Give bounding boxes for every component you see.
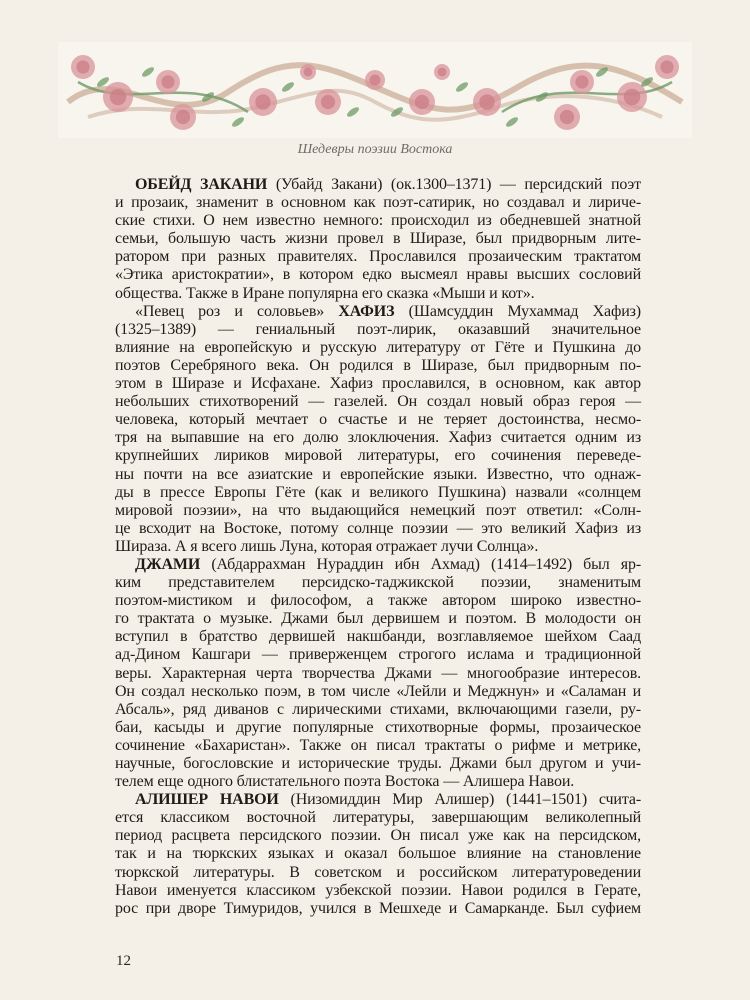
poet-name: ОБЕЙД ЗАКАНИ bbox=[135, 176, 268, 193]
rose-center bbox=[575, 75, 588, 88]
text-line: тюркской литературы. В советском и российском литературоведении bbox=[115, 863, 641, 881]
text-line: веры. Характерная черта творчества Джами — многообразие интересов. bbox=[115, 664, 641, 682]
text-line: го трактата о музыке. Джами был дервишем и поэтом. В молодости он bbox=[115, 610, 641, 628]
text-line: общества. Также в Иране популярна его сказка «Мыши и кот». bbox=[115, 284, 535, 302]
text-line: Навои именуется классиком узбекской поэзии. Навои родился в Герате, bbox=[115, 881, 641, 899]
text-line: баи, касыды и другие популярные стихотворные формы, прозаическое bbox=[115, 718, 641, 736]
running-title: Шедевры поэзии Востока bbox=[297, 142, 453, 157]
text-line: период расцвета персидского поэзии. Он писал уже как на персидском, bbox=[115, 827, 641, 845]
text-line: ется классиком восточной литературы, завершающим великолепный bbox=[115, 809, 641, 827]
paragraph-first-line bbox=[115, 791, 641, 809]
article-body bbox=[115, 176, 641, 918]
rose-center bbox=[560, 110, 574, 124]
line-prefix: «Певец роз и соловьев» bbox=[135, 302, 339, 320]
text-line: поэтов Серебряного века. Он родился в Ширазе, был придворным по- bbox=[115, 356, 641, 374]
paragraph-first-line bbox=[115, 176, 641, 194]
text-line: «Этика аристократии», в котором едко высмеял нравы высших сословий bbox=[115, 266, 641, 284]
poet-name: АЛИШЕР НАВОИ bbox=[135, 791, 279, 809]
text-line: этом в Ширазе и Исфахане. Хафиз прославился, в основном, как автор bbox=[115, 375, 641, 393]
rose-center bbox=[161, 75, 174, 88]
text-line: ны почти на все азиатские и европейские языки. Известно, что однаж- bbox=[115, 465, 641, 483]
text-line: ды в прессе Европы Гёте (как и великого Пушкина) назвали «солнцем bbox=[115, 483, 641, 501]
rose-center bbox=[176, 110, 190, 124]
text-line: и прозаик, знаменит в основном как поэт-сатирик, но создавал и лириче- bbox=[115, 194, 641, 212]
rose-center bbox=[660, 60, 673, 73]
text-line: так и на тюркских языках и оказал большое влияние на становление bbox=[115, 845, 641, 863]
leaf bbox=[455, 81, 470, 94]
line-text: (Убайд Закани) (ок.1300–1371) — персидский поэт bbox=[267, 176, 641, 193]
text-line: научные, богословские и исторические труды. Джами был другом и учи- bbox=[115, 755, 641, 772]
text-line: Он создал несколько поэм, в том числе «Лейли и Меджнун» и «Саламан и bbox=[115, 682, 641, 700]
rose-center bbox=[624, 89, 641, 106]
line-text: (Абдаррахман Нураддин ибн Ахмад) (1414–1492) был яр- bbox=[200, 555, 641, 573]
rose-center bbox=[321, 95, 335, 109]
leaf bbox=[505, 116, 520, 129]
text-line: поэтом-мистиком и философом, а также автором широко известно- bbox=[115, 592, 641, 610]
text-line: человека, который мечтает о счастье и не теряет достоинства, несмо- bbox=[115, 411, 641, 429]
text-line: вступил в братство дервишей накшбанди, возглавляемое шейхом Саад bbox=[115, 628, 641, 646]
text-line: тря на выпавшие на его долю злоключения. Хафиз считается одним из bbox=[115, 429, 641, 447]
leaf bbox=[231, 116, 246, 129]
rose-center bbox=[438, 68, 447, 77]
poet-name: ХАФИЗ bbox=[338, 302, 395, 320]
text-line: крупнейших лириков мировой литературы, его сочинения переведе- bbox=[115, 447, 641, 465]
leaf bbox=[281, 81, 296, 94]
text-line: це всходит на Востоке, потому солнце поэзии — это великий Хафиз из bbox=[115, 519, 641, 537]
text-line: сочинение «Бахаристан». Также он писал трактаты о рифме и метрике, bbox=[115, 736, 641, 754]
line-text: (Низомиддин Мир Алишер) (1441–1501) счита- bbox=[278, 791, 641, 809]
text-line: (1325–1389) — гениальный поэт-лирик, оказавший значительное bbox=[115, 320, 641, 338]
leaf bbox=[141, 66, 156, 79]
floral-ornament-icon bbox=[58, 42, 692, 138]
text-line: мировой поэзии», на что выдающийся немецкий поэт ответил: «Солн- bbox=[115, 501, 641, 519]
rose-center bbox=[110, 89, 127, 106]
rose-center bbox=[370, 75, 381, 86]
text-line: ские стихи. О нем известно немного: происходил из обедневшей знатной bbox=[115, 212, 641, 230]
page-number: 12 bbox=[116, 953, 131, 969]
rose-center bbox=[255, 94, 270, 109]
text-line: телем еще одного блистательного поэта Востока — Алишера Навои. bbox=[115, 773, 575, 791]
leaf bbox=[346, 106, 361, 119]
paragraph-first-line bbox=[115, 556, 641, 574]
text-line: Шираза. А я всего лишь Луна, которая отражает лучи Солнца». bbox=[115, 537, 539, 555]
line-text: (Шамсуддин Мухаммад Хафиз) bbox=[394, 302, 641, 320]
text-line: рос при дворе Тимуридов, учился в Мешхеде и Самарканде. Был суфием bbox=[115, 899, 641, 917]
floral-ornament-banner bbox=[58, 42, 692, 138]
rose-center bbox=[415, 95, 429, 109]
text-line: влияние на европейскую и русскую литературу от Гёте и Пушкина до bbox=[115, 338, 641, 356]
text-line: ратором при разных правителях. Прославился прозаическим трактатом bbox=[115, 248, 641, 266]
rose-center bbox=[76, 60, 89, 73]
text-line: Абсаль», ряд диванов с лирическими стихами, включающими газели, ру- bbox=[115, 700, 641, 718]
text-line: ким представителем персидско-таджикской поэзии, знаменитым bbox=[115, 574, 641, 592]
text-line: ад-Дином Кашгари — приверженцем строгого ислама и традиционной bbox=[115, 646, 641, 664]
rose-center bbox=[479, 94, 494, 109]
paragraph-first-line bbox=[115, 303, 641, 321]
rose-center bbox=[304, 68, 313, 77]
text-line: небольших стихотворений — газелей. Он создал новый образ героя — bbox=[115, 393, 641, 411]
text-line: семьи, большую часть жизни провел в Ширазе, был придворным лите- bbox=[115, 230, 641, 248]
poet-name: ДЖАМИ bbox=[135, 555, 201, 573]
